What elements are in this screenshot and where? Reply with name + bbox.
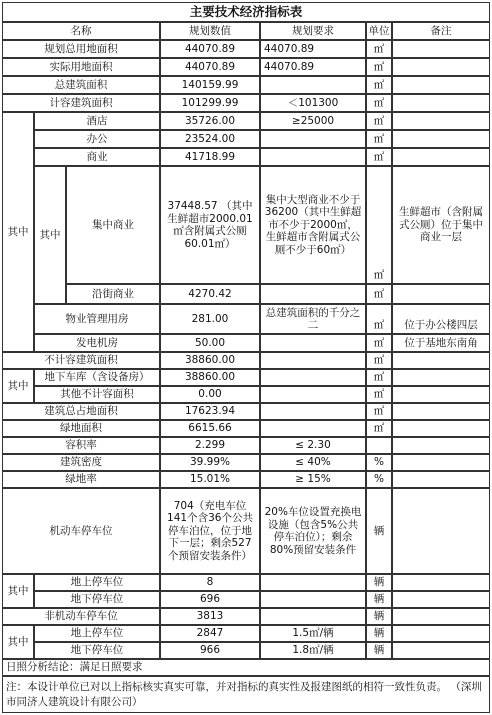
row-planned: 35726.00 <box>160 112 260 130</box>
row-name: 不计容建筑面积 <box>2 352 160 369</box>
row-unit: % <box>366 454 392 471</box>
row-name: 商业 <box>34 148 160 166</box>
row-name: 总建筑面积 <box>2 76 160 94</box>
group-label-inner: 其中 <box>34 166 66 304</box>
row-planned: 696 <box>160 591 260 608</box>
row-unit: ㎡ <box>366 403 392 420</box>
row-name: 非机动车停车位 <box>2 608 160 625</box>
row-name: 其他不计容面积 <box>34 386 160 403</box>
row-name: 计容建筑面积 <box>2 94 160 112</box>
row-planned: 0.00 <box>160 386 260 403</box>
row-required: ≥25000 <box>260 112 366 130</box>
row-note <box>392 58 490 76</box>
row-unit: ㎡ <box>366 130 392 148</box>
row-required: ≤ 2.30 <box>260 437 366 454</box>
row-name: 酒店 <box>34 112 160 130</box>
row-required <box>260 386 366 403</box>
row-required <box>260 76 366 94</box>
row-planned: 140159.99 <box>160 76 260 94</box>
row-note <box>392 574 490 591</box>
group-label: 其中 <box>2 369 34 403</box>
row-note: 位于基地东南角 <box>392 334 490 352</box>
row-planned: 101299.99 <box>160 94 260 112</box>
row-planned: 37448.57 （其中生鲜超市2000.01㎡含附属式公厕60.01㎡） <box>160 166 260 284</box>
row-name: 地下车库（含设备房） <box>34 369 160 386</box>
group-label: 其中 <box>2 625 34 659</box>
row-unit: ㎡ <box>366 352 392 369</box>
header-name: 名称 <box>2 22 160 40</box>
row-note <box>392 352 490 369</box>
row-note <box>392 148 490 166</box>
row-required <box>260 148 366 166</box>
row-note <box>392 488 490 574</box>
row-unit: ㎡ <box>366 40 392 58</box>
row-planned: 50.00 <box>160 334 260 352</box>
row-unit: 辆 <box>366 574 392 591</box>
row-unit: ㎡ <box>366 284 392 304</box>
footnote: 注：本设计单位已对以上指标核实真实可靠，并对指标的真实性及报建图纸的相符一致性负责。 （深圳市同济人建筑设计有限公司） <box>2 676 490 713</box>
row-planned: 44070.89 <box>160 40 260 58</box>
row-name: 建筑总占地面积 <box>2 403 160 420</box>
row-name: 实际用地面积 <box>2 58 160 76</box>
row-required: ≥ 15% <box>260 471 366 488</box>
row-name: 容积率 <box>2 437 160 454</box>
header-unit: 单位 <box>366 22 392 40</box>
row-planned: 41718.99 <box>160 148 260 166</box>
row-name: 地上停车位 <box>34 574 160 591</box>
row-note <box>392 112 490 130</box>
row-required: 集中大型商业不少于36200（其中生鲜超市不少于2000㎡，生鲜超市含附属式公厕不少于60㎡） <box>260 166 366 284</box>
row-required <box>260 130 366 148</box>
row-note <box>392 94 490 112</box>
group-label: 其中 <box>2 112 34 352</box>
row-unit: 辆 <box>366 608 392 625</box>
row-name: 绿地率 <box>2 471 160 488</box>
row-planned: 44070.89 <box>160 58 260 76</box>
row-required <box>260 334 366 352</box>
row-note <box>392 420 490 437</box>
row-unit: ㎡ <box>366 304 392 334</box>
row-unit: ㎡ <box>366 369 392 386</box>
row-unit: ㎡ <box>366 94 392 112</box>
row-name: 沿街商业 <box>66 284 160 304</box>
row-name: 地下停车位 <box>34 642 160 659</box>
header-planned: 规划数值 <box>160 22 260 40</box>
row-required: ＜101300 <box>260 94 366 112</box>
row-planned: 15.01% <box>160 471 260 488</box>
row-planned: 6615.66 <box>160 420 260 437</box>
row-unit: ㎡ <box>366 334 392 352</box>
row-unit <box>366 437 392 454</box>
row-unit: ㎡ <box>366 148 392 166</box>
row-unit: ㎡ <box>366 166 392 284</box>
row-unit: ㎡ <box>366 58 392 76</box>
group-label: 其中 <box>2 574 34 608</box>
row-planned: 23524.00 <box>160 130 260 148</box>
row-required: ≤ 40% <box>260 454 366 471</box>
row-name: 地下停车位 <box>34 591 160 608</box>
row-note: 位于办公楼四层 <box>392 304 490 334</box>
row-required <box>260 591 366 608</box>
row-name: 机动车停车位 <box>2 488 160 574</box>
header-note: 备注 <box>392 22 490 40</box>
row-unit: % <box>366 471 392 488</box>
row-required <box>260 608 366 625</box>
row-required <box>260 284 366 304</box>
row-planned: 4270.42 <box>160 284 260 304</box>
row-planned: 39.99% <box>160 454 260 471</box>
row-unit: 辆 <box>366 642 392 659</box>
row-planned: 2.299 <box>160 437 260 454</box>
row-name: 物业管理用房 <box>34 304 160 334</box>
row-unit: ㎡ <box>366 112 392 130</box>
row-name: 办公 <box>34 130 160 148</box>
row-name: 规划总用地面积 <box>2 40 160 58</box>
row-required <box>260 420 366 437</box>
row-note <box>392 625 490 642</box>
row-note <box>392 608 490 625</box>
row-note <box>392 471 490 488</box>
row-note <box>392 642 490 659</box>
row-note <box>392 403 490 420</box>
header-required: 规划要求 <box>260 22 366 40</box>
row-name: 建筑密度 <box>2 454 160 471</box>
row-planned: 2847 <box>160 625 260 642</box>
row-note <box>392 130 490 148</box>
row-name: 绿地面积 <box>2 420 160 437</box>
row-note <box>392 40 490 58</box>
row-note <box>392 454 490 471</box>
row-name: 发电机房 <box>34 334 160 352</box>
row-unit: ㎡ <box>366 386 392 403</box>
row-note <box>392 591 490 608</box>
row-required <box>260 574 366 591</box>
row-note <box>392 386 490 403</box>
row-note <box>392 284 490 304</box>
row-note <box>392 437 490 454</box>
row-required <box>260 352 366 369</box>
row-unit: ㎡ <box>366 420 392 437</box>
row-required: 20%车位设置充换电设施（包含5%公共停车泊位）；剩余80%预留安装条件 <box>260 488 366 574</box>
row-name: 集中商业 <box>66 166 160 284</box>
row-unit: 辆 <box>366 488 392 574</box>
row-required: 1.5㎡/辆 <box>260 625 366 642</box>
row-unit: ㎡ <box>366 76 392 94</box>
row-planned: 38860.00 <box>160 352 260 369</box>
row-planned: 966 <box>160 642 260 659</box>
row-required <box>260 369 366 386</box>
row-planned: 38860.00 <box>160 369 260 386</box>
row-required: 总建筑面积的千分之二 <box>260 304 366 334</box>
row-name: 地上停车位 <box>34 625 160 642</box>
row-planned: 3813 <box>160 608 260 625</box>
row-note <box>392 369 490 386</box>
table-title: 主要技术经济指标表 <box>2 2 490 22</box>
row-required: 44070.89 <box>260 40 366 58</box>
row-unit: 辆 <box>366 591 392 608</box>
row-planned: 8 <box>160 574 260 591</box>
sunlight-conclusion: 日照分析结论：满足日照要求 <box>2 659 490 676</box>
row-required <box>260 403 366 420</box>
row-planned: 281.00 <box>160 304 260 334</box>
row-note: 生鲜超市（含附属式公厕）位于集中商业一层 <box>392 166 490 284</box>
row-required: 1.8㎡/辆 <box>260 642 366 659</box>
row-unit: 辆 <box>366 625 392 642</box>
row-note <box>392 76 490 94</box>
row-planned: 17623.94 <box>160 403 260 420</box>
row-planned: 704（充电车位141个含36个公共停车泊位，位于地下一层；剩余527个预留安装条件） <box>160 488 260 574</box>
row-required: 44070.89 <box>260 58 366 76</box>
